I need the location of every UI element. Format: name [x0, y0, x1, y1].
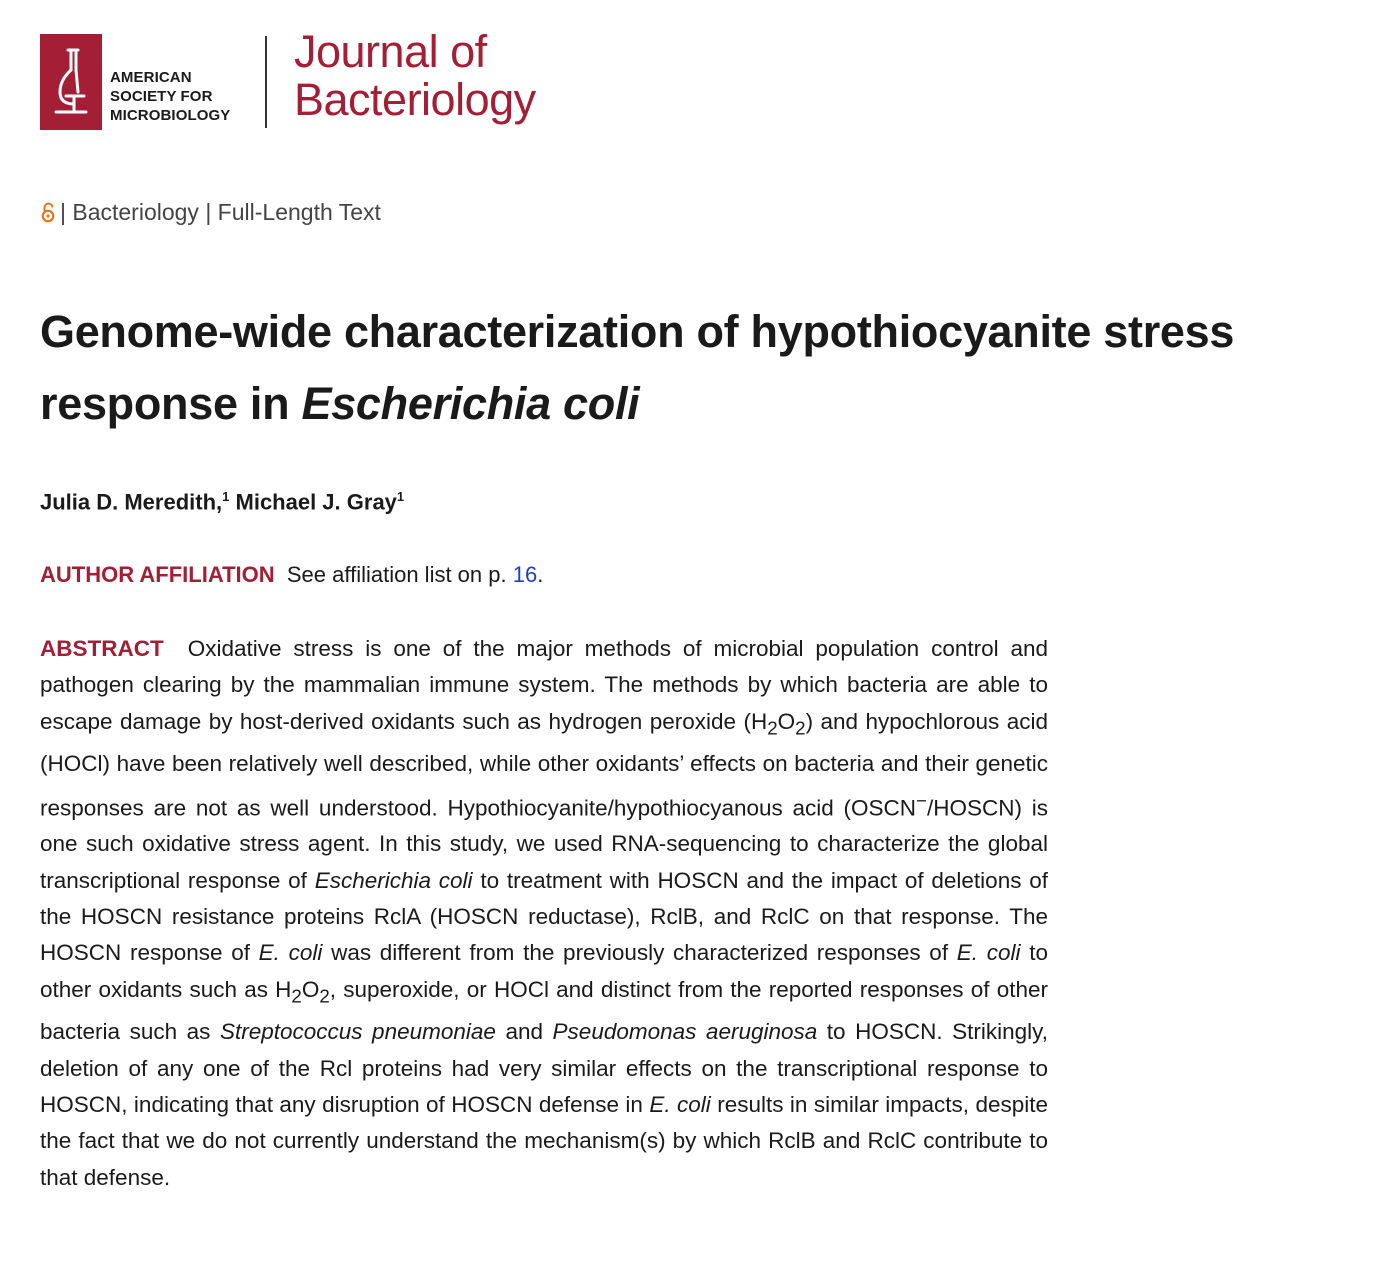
affiliation-text: See affiliation list on p. [286, 562, 513, 587]
author-affiliation [40, 562, 543, 588]
abstract-text: and [495, 1019, 553, 1045]
abstract-text: /HOSCN) is one such oxidative stress agent. In this study, we used RNA-sequencing to characterize the global transcriptional response of [40, 795, 1049, 893]
society-line-3: MICROBIOLOGY [110, 107, 231, 124]
affiliation-page-link[interactable]: 16 [512, 562, 538, 587]
asm-logo[interactable] [40, 34, 102, 130]
abstract-italic-term: E. coli [956, 940, 1021, 966]
affiliation-label: AUTHOR AFFILIATION [40, 562, 275, 587]
abstract-italic-term: E. coli [649, 1092, 711, 1118]
abstract-italic-term: E. coli [258, 940, 323, 966]
category-text: | Bacteriology | Full-Length Text [60, 199, 381, 225]
title-organism: Escherichia coli [301, 378, 640, 429]
abstract-subscript: 2 [795, 717, 806, 739]
abstract-text: ) and hypochlorous acid (HOCl) have been relatively well described, while other oxidants’ effects on bacteria and their genetic responses are not as well understood. Hypothiocyanite/hypothiocyanous acid (OSCN [40, 708, 1048, 821]
abstract-text: to HOSCN. Strikingly, deletion of any one of the Rcl proteins had very similar effects on the transcriptional response to HOSCN, indicating that any disruption of HOSCN defense in [40, 1019, 1049, 1118]
society-name [110, 68, 230, 125]
affiliation-end: . [537, 562, 544, 587]
abstract [40, 631, 1048, 1196]
abstract-italic-term: Escherichia coli [314, 867, 473, 893]
abstract-text: Oxidative stress is one of the major methods of microbial population control and pathogen clearing by the mammalian immune system. The methods by which bacteria are able to escape damage by host-derived oxidants such as hydrogen peroxide (H [40, 636, 1048, 734]
article-title [40, 296, 1390, 440]
author-name[interactable]: Michael J. Gray [229, 489, 397, 515]
abstract-text: O [777, 708, 796, 734]
title-line-2: response in [40, 378, 302, 429]
abstract-italic-term: Pseudomonas aeruginosa [552, 1019, 818, 1045]
abstract-text: O [301, 976, 320, 1002]
abstract-text: to treatment with HOSCN and the impact of deletions of the HOSCN resistance proteins RclA (HOSCN reductase), RclB, and RclC on that response. The HOSCN response of [40, 867, 1048, 966]
abstract-italic-term: Streptococcus pneumoniae [219, 1019, 496, 1045]
abstract-text: to other oxidants such as H [40, 940, 1048, 1002]
abstract-subscript: 2 [319, 985, 330, 1007]
open-access-icon [40, 201, 56, 223]
author-name[interactable]: Julia D. Meredith, [40, 489, 223, 515]
journal-line-1: Journal of [294, 26, 487, 77]
author-list [40, 489, 404, 515]
abstract-text: , superoxide, or HOCl and distinct from the reported responses of other bacteria such as [40, 976, 1048, 1045]
abstract-subscript: 2 [767, 717, 778, 739]
author-affiliation-marker: 1 [222, 489, 230, 504]
header-divider [265, 36, 267, 128]
abstract-body [40, 631, 1048, 1196]
journal-header [40, 26, 740, 130]
abstract-text: was different from the previously characterized responses of [322, 940, 957, 966]
microscope-icon [40, 34, 102, 130]
journal-name[interactable] [294, 28, 536, 124]
society-line-2: SOCIETY FOR [110, 88, 213, 105]
abstract-label: ABSTRACT [40, 636, 164, 661]
society-line-1: AMERICAN [110, 69, 192, 86]
author-affiliation-marker: 1 [396, 489, 405, 504]
abstract-text: results in similar impacts, despite the fact that we do not currently understand the mechanism(s) by which RclB and RclC contribute to that defense. [40, 1092, 1049, 1190]
journal-line-2: Bacteriology [294, 74, 536, 125]
abstract-subscript: 2 [291, 985, 302, 1007]
title-line-1: Genome-wide characterization of hypothiocyanite stress [40, 306, 1235, 357]
abstract-superscript: − [916, 789, 927, 811]
article-category [40, 199, 381, 226]
